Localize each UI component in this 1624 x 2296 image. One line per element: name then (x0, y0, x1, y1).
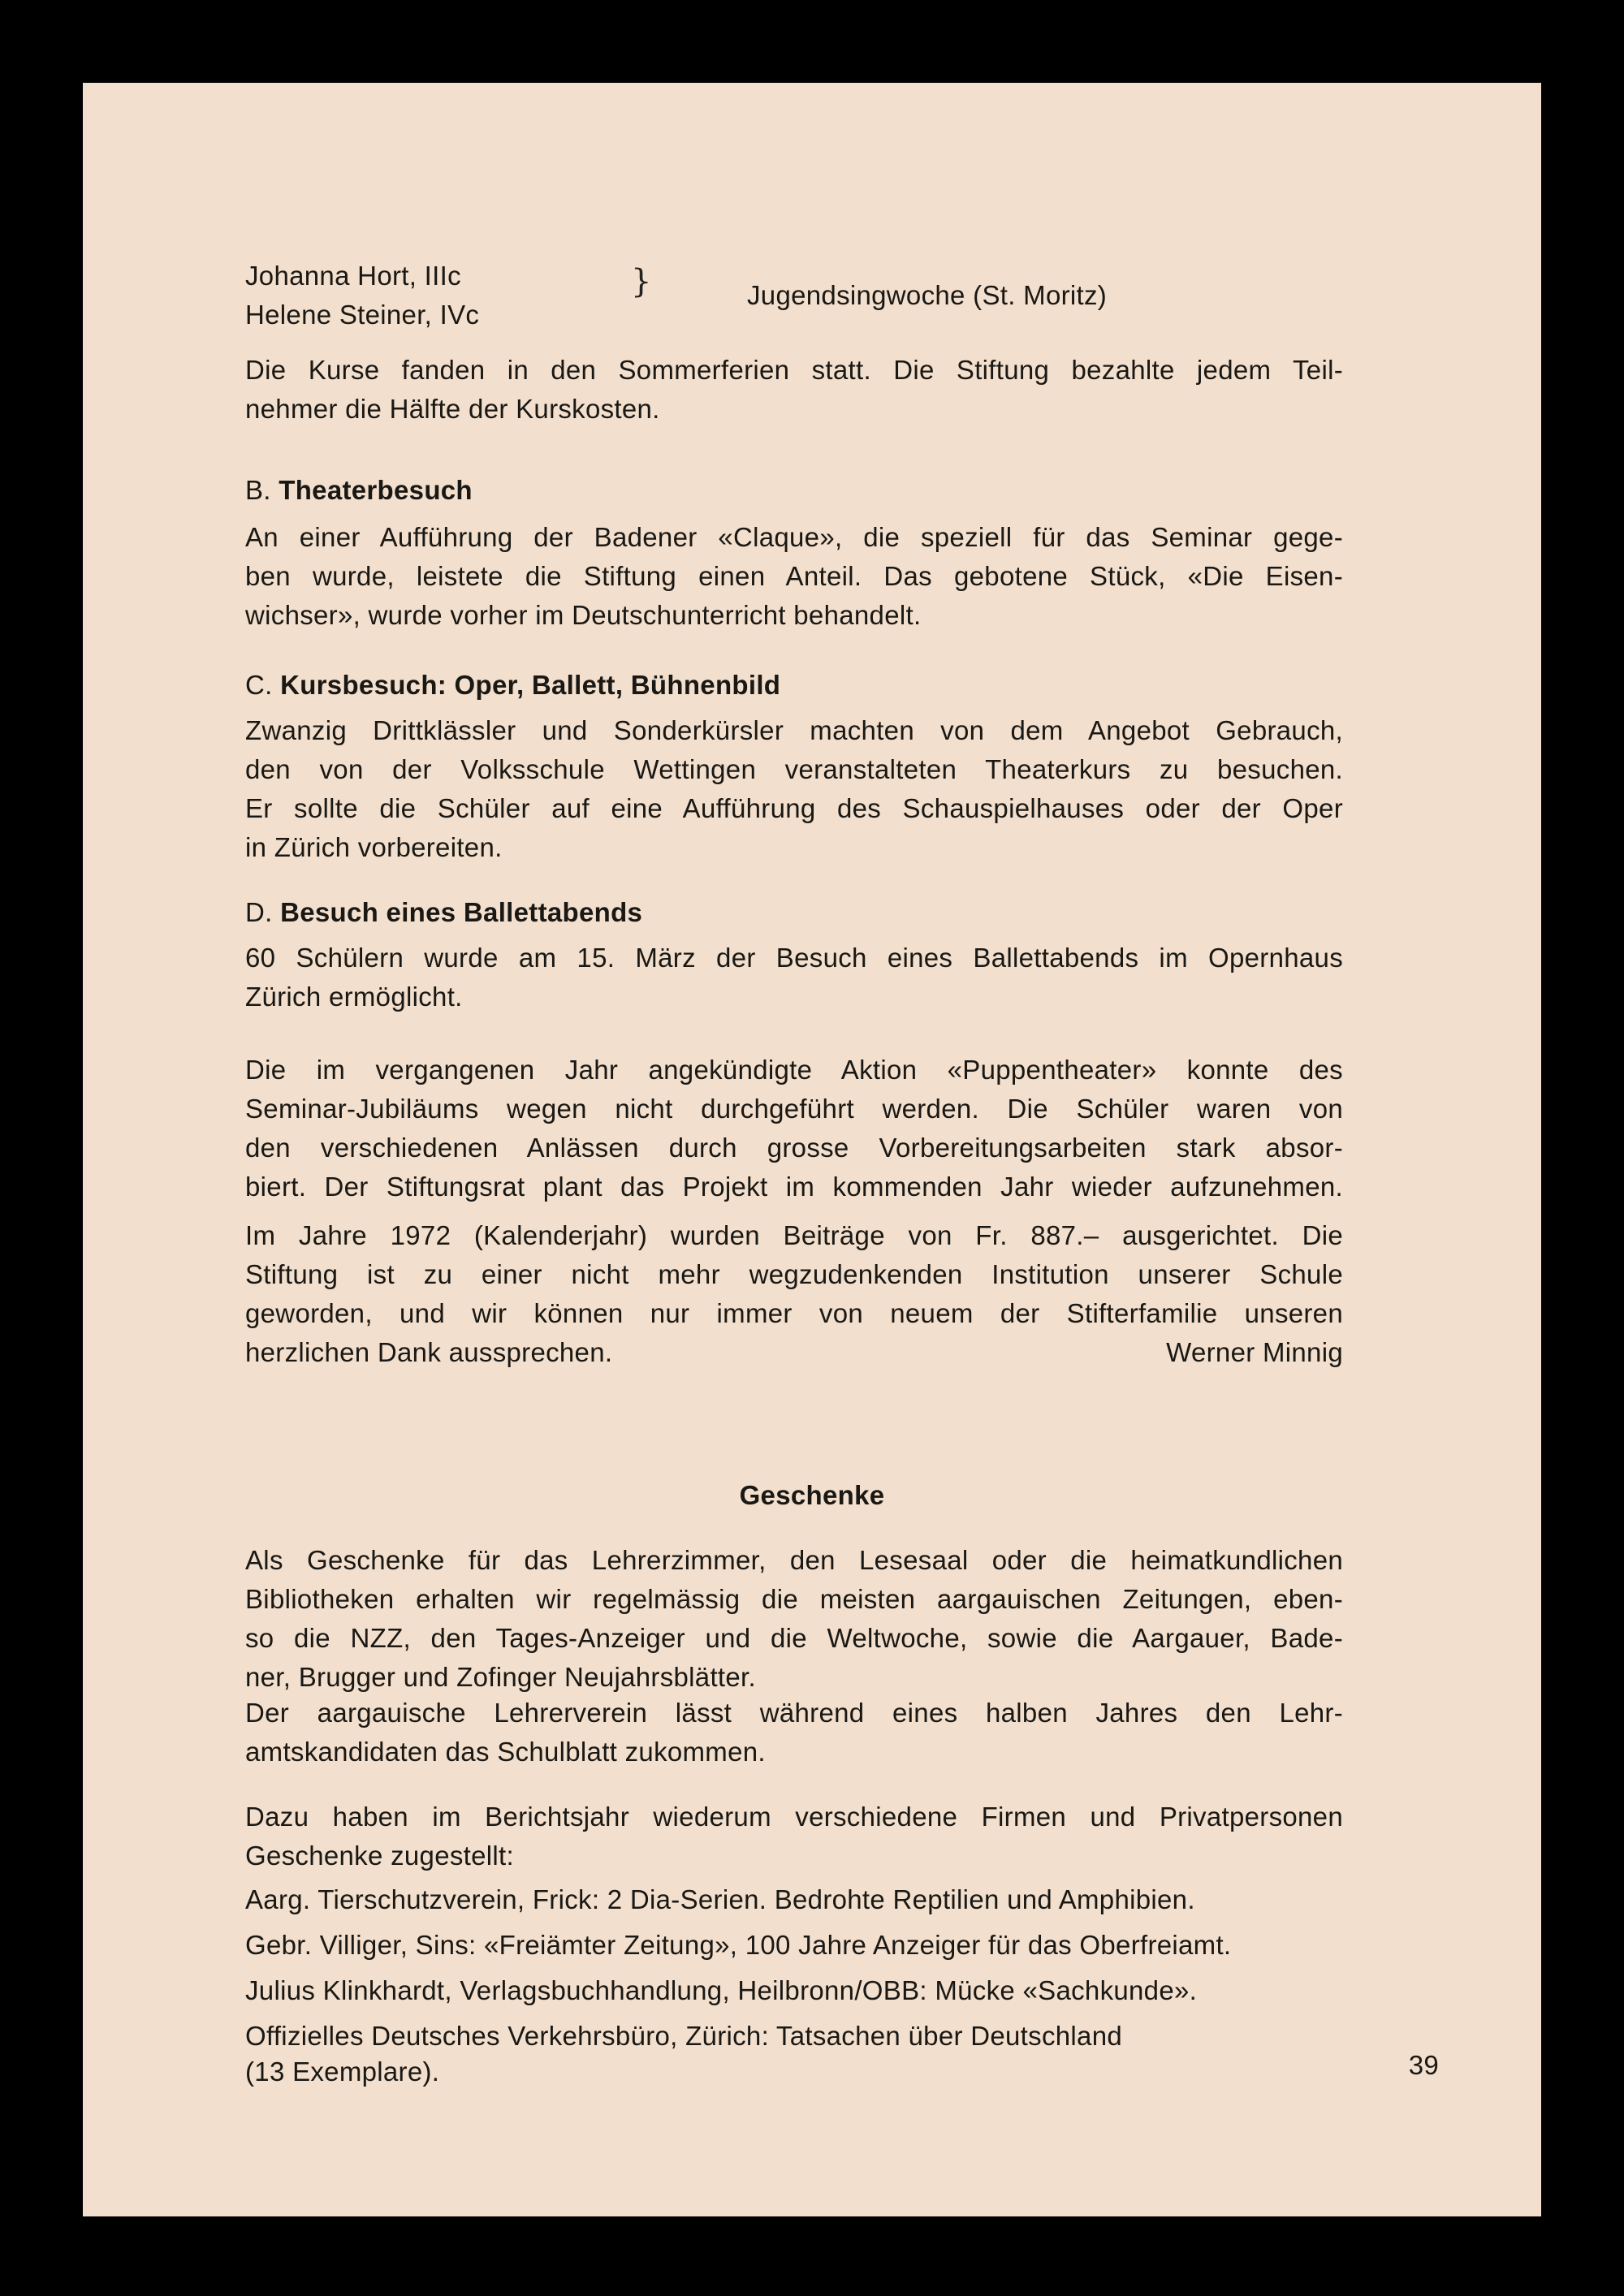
text-line: Er sollte die Schüler auf eine Aufführung des Schauspielhauses oder der Oper (245, 793, 1343, 823)
section-letter: C. (245, 670, 273, 700)
text-line: wichser», wurde vorher im Deutschunterricht behandelt. (245, 600, 922, 630)
text-line: Die im vergangenen Jahr angekündigte Aktion «Puppentheater» konnte des (245, 1055, 1343, 1085)
page-number: 39 (1408, 2050, 1439, 2080)
geschenke-heading: Geschenke (739, 1480, 885, 1510)
text-line: ner, Brugger und Zofinger Neujahrsblätter. (245, 1662, 756, 1692)
section-d-heading (245, 893, 642, 932)
text-line: Zwanzig Drittklässler und Sonderkürsler machten von dem Angebot Gebrauch, (245, 715, 1343, 745)
text-line: Dazu haben im Berichtsjahr wiederum verschiedene Firmen und Privatpersonen (245, 1802, 1343, 1832)
geschenke-paragraph-3 (245, 1798, 1343, 1875)
text-line: An einer Aufführung der Badener «Claque», die speziell für das Seminar gege- (245, 522, 1343, 552)
gift-item: (13 Exemplare). (245, 2056, 440, 2087)
gift-list (245, 1877, 1343, 2095)
course-name: Jugendsingwoche (St. Moritz) (747, 280, 1108, 310)
document-page (83, 83, 1541, 2216)
section-title: Theaterbesuch (279, 475, 473, 505)
geschenke-paragraph-1 (245, 1541, 1343, 1697)
text-line: biert. Der Stiftungsrat plant das Projekt im kommenden Jahr wieder aufzunehmen. (245, 1172, 1343, 1202)
text-line: Als Geschenke für das Lehrerzimmer, den Lesesaal oder die heimatkundlichen (245, 1545, 1343, 1575)
puppentheater-paragraph (245, 1051, 1343, 1206)
text-line: Im Jahre 1972 (Kalenderjahr) wurden Beiträge von Fr. 887.– ausgerichtet. Die (245, 1220, 1343, 1250)
participants-paragraph (245, 351, 1343, 429)
brace-decoration: } (631, 263, 652, 300)
gift-item: Offizielles Deutsches Verkehrsbüro, Zürich: Tatsachen über Deutschland (245, 2021, 1122, 2051)
gift-item: Julius Klinkhardt, Verlagsbuchhandlung, Heilbronn/OBB: Mücke «Sachkunde». (245, 1975, 1198, 2005)
text-line: den verschiedenen Anlässen durch grosse Vorbereitungsarbeiten stark absor- (245, 1133, 1343, 1163)
text-line: 60 Schülern wurde am 15. März der Besuch eines Ballettabends im Opernhaus (245, 943, 1343, 973)
gift-item: Aarg. Tierschutzverein, Frick: 2 Dia-Serien. Bedrohte Reptilien und Amphibien. (245, 1884, 1195, 1914)
participant-name: Helene Steiner, IVc (245, 300, 480, 330)
section-letter: B. (245, 475, 271, 505)
participant-name: Johanna Hort, IIIc (245, 261, 461, 291)
text-line: ben wurde, leistete die Stiftung einen Anteil. Das gebotene Stück, «Die Eisen- (245, 561, 1343, 591)
text-line: amtskandidaten das Schulblatt zukommen. (245, 1737, 766, 1767)
text-line: Seminar-Jubiläums wegen nicht durchgeführt werden. Die Schüler waren von (245, 1094, 1343, 1124)
geschenke-paragraph-2 (245, 1694, 1343, 1772)
signature: Werner Minnig (1166, 1337, 1343, 1367)
text-line: Zürich ermöglicht. (245, 982, 463, 1012)
text-line: Die Kurse fanden in den Sommerferien statt. Die Stiftung bezahlte jedem Teil- (245, 355, 1343, 385)
text-line: Geschenke zugestellt: (245, 1841, 514, 1871)
gift-item: Gebr. Villiger, Sins: «Freiämter Zeitung», 100 Jahre Anzeiger für das Oberfreiamt. (245, 1930, 1232, 1960)
text-line: Der aargauische Lehrerverein lässt während eines halben Jahres den Lehr- (245, 1698, 1343, 1728)
section-title: Besuch eines Ballettabends (280, 897, 643, 927)
text-line: nehmer die Hälfte der Kurskosten. (245, 394, 660, 424)
text-line: geworden, und wir können nur immer von neuem der Stifterfamilie unseren (245, 1298, 1343, 1328)
participant-names (245, 257, 570, 334)
text-line: Bibliotheken erhalten wir regelmässig die meisten aargauischen Zeitungen, eben- (245, 1584, 1343, 1614)
section-b-heading (245, 471, 473, 510)
text-line: herzlichen Dank aussprechen. (245, 1337, 613, 1367)
section-letter: D. (245, 897, 273, 927)
section-c-paragraph (245, 711, 1343, 867)
text-line: Stiftung ist zu einer nicht mehr wegzudenkenden Institution unserer Schule (245, 1259, 1343, 1289)
text-line: so die NZZ, den Tages-Anzeiger und die Weltwoche, sowie die Aargauer, Bade- (245, 1623, 1343, 1653)
text-line: in Zürich vorbereiten. (245, 832, 503, 862)
section-b-paragraph (245, 518, 1343, 635)
text-line: den von der Volksschule Wettingen veranstalteten Theaterkurs zu besuchen. (245, 754, 1343, 784)
section-title: Kursbesuch: Oper, Ballett, Bühnenbild (280, 670, 781, 700)
section-d-paragraph (245, 939, 1343, 1016)
section-c-heading (245, 666, 780, 705)
